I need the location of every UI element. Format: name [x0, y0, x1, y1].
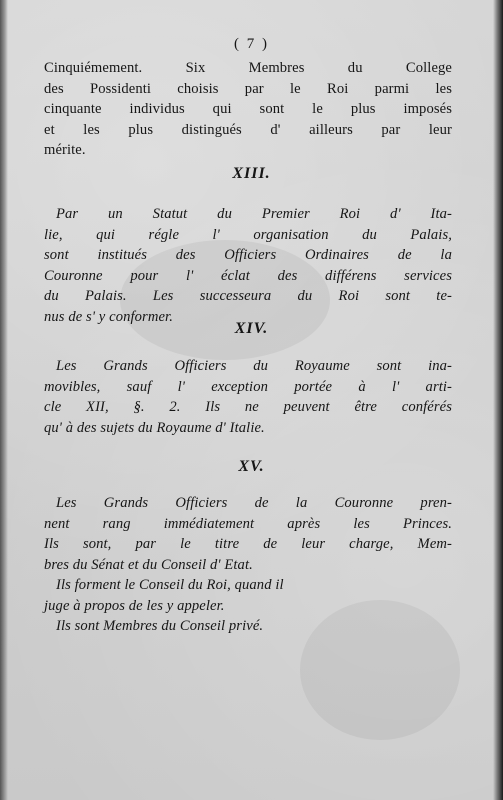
article-heading: XV.	[238, 458, 265, 475]
text-line: nent rang immédiatement après les Princes.	[44, 515, 452, 532]
section-1-paragraph	[44, 58, 452, 161]
text-line: cinquante individus qui sont le plus imposés	[44, 101, 452, 117]
text-line: movibles, sauf l' exception portée à l' arti-	[44, 378, 452, 395]
text-line: Cinquiémement. Six Membres du College	[44, 60, 452, 76]
text-line: juge à propos de les y appeler.	[44, 597, 225, 614]
text-line: Ils sont Membres du Conseil privé.	[56, 618, 264, 634]
text-line: nus de s' y conformer.	[44, 308, 173, 325]
text-line: et les plus distingués d' ailleurs par leur	[44, 121, 452, 138]
text-line: Les Grands Officiers de la Couronne pren-	[56, 495, 452, 511]
text-line: du Palais. Les successeura du Roi sont te-	[44, 288, 452, 304]
text-line: Ils sont, par le titre de leur charge, Mem-	[44, 536, 452, 552]
article-heading: XIII.	[232, 165, 271, 182]
text-line: bres du Sénat et du Conseil d' Etat.	[44, 556, 253, 573]
section-15-paragraph	[44, 493, 452, 637]
text-line: Les Grands Officiers du Royaume sont ina-	[56, 358, 452, 374]
text-line: sont institués des Officiers Ordinaires de la	[44, 247, 452, 263]
text-line: qu' à des sujets du Royaume d' Italie.	[44, 419, 265, 436]
page-left-edge	[0, 0, 8, 800]
text-line: Ils forment le Conseil du Roi, quand il	[56, 577, 284, 593]
article-heading: XIV.	[234, 320, 269, 337]
page-number: ( 7 )	[234, 36, 269, 52]
text-line: lie, qui régle l' organisation du Palais,	[44, 226, 452, 243]
text-line: mérite.	[44, 142, 86, 158]
text-line: des Possidenti choisis par le Roi parmi les	[44, 80, 452, 97]
section-13-paragraph	[44, 204, 452, 327]
text-line: Par un Statut du Premier Roi d' Ita-	[56, 206, 452, 222]
text-line: Couronne pour l' éclat des différens services	[44, 267, 452, 284]
section-14-paragraph	[44, 356, 452, 438]
text-line: cle XII, §. 2. Ils ne peuvent être conférés	[44, 399, 452, 415]
page-right-edge	[493, 0, 503, 800]
